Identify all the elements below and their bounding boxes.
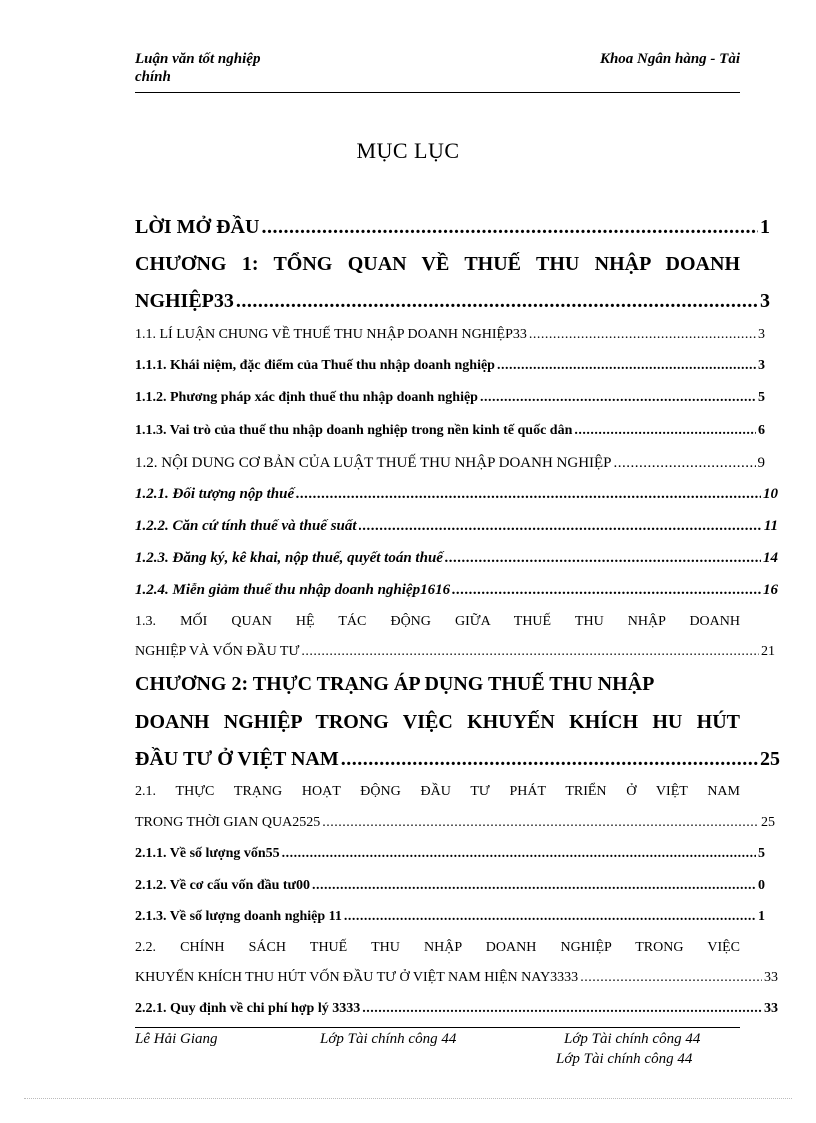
header-rule [135,92,740,93]
leader-dots [480,390,756,406]
toc-page: 14 [763,550,778,566]
toc-entry[interactable] [135,970,778,986]
toc-page: 16 [763,582,778,598]
toc-entry[interactable] [135,550,778,567]
toc-entry[interactable] [135,748,780,771]
leader-dots [322,815,759,831]
leader-dots [296,486,761,503]
leader-dots [452,582,761,599]
toc-entry[interactable] [135,878,765,894]
toc-label: 2.2.1. Quy định về chi phí hợp lý 3333 [135,1001,361,1016]
toc-entry[interactable] [135,423,765,439]
toc-label: 1.2. NỘI DUNG CƠ BẢN CỦA LUẬT THUẾ THU NHẬP DOANH NGHIỆP [135,455,612,471]
toc-label: 2.1.1. Về số lượng vốn55 [135,846,280,861]
toc-page: 25 [761,815,775,830]
toc-label: KHUYẾN KHÍCH THU HÚT VỐN ĐẦU TƯ Ở VIỆT NAM HIỆN NAY3333 [135,970,579,985]
toc-entry[interactable] [135,909,765,925]
toc-entry-line[interactable]: 2.2. CHÍNH SÁCH THUẾ THU NHẬP DOANH NGHIỆP TRONG VIỆC [135,940,740,955]
toc-entry[interactable] [135,455,765,472]
leader-dots [580,970,762,986]
toc-page: 3 [760,290,770,312]
toc-label: 1.1.3. Vai trò của thuế thu nhập doanh nghiệp trong nền kinh tế quốc dân [135,423,573,438]
header-left-line1: Luận văn tốt nghiệp [135,51,261,67]
toc-page: 10 [763,486,778,502]
toc-entry-line[interactable]: DOANH NGHIỆP TRONG VIỆC KHUYẾN KHÍCH HU HÚT [135,711,740,733]
toc-entry[interactable] [135,486,778,503]
page-title: MỤC LỤC [356,138,460,163]
leader-dots [359,518,762,535]
leader-dots [312,878,756,894]
toc-entry[interactable] [135,815,775,831]
toc-page: 9 [757,455,765,471]
toc-page: 5 [758,390,765,405]
toc-label: TRONG THỜI GIAN QUA2525 [135,815,321,830]
toc-page: 6 [758,423,765,438]
footer-rule [135,1027,740,1028]
toc-page: 33 [764,970,778,985]
header-right: Khoa Ngân hàng - Tài [599,51,740,67]
leader-dots [261,216,758,239]
toc-entry[interactable] [135,358,765,374]
toc-label: 1.2.3. Đăng ký, kê khai, nộp thuế, quyết toán thuế [135,550,443,566]
toc-page: 0 [758,878,765,893]
toc-label: NGHIỆP VÀ VỐN ĐẦU TƯ [135,644,300,659]
toc-page: 5 [758,846,765,861]
toc-entry[interactable] [135,846,765,862]
footer-author: Lê Hải Giang [135,1031,218,1047]
toc-page: 33 [764,1001,778,1016]
footer-class: Lớp Tài chính công 44 [556,1051,693,1067]
toc-entry[interactable] [135,1001,778,1017]
toc-entry-line[interactable]: 1.3. MỐI QUAN HỆ TÁC ĐỘNG GIỮA THUẾ THU NHẬP DOANH [135,614,740,629]
toc-label: 1.2.1. Đối tượng nộp thuế [135,486,295,502]
toc-entry[interactable] [135,518,778,535]
footer-class: Lớp Tài chính công 44 [564,1031,701,1047]
toc-label: LỜI MỞ ĐẦU [135,216,260,238]
toc-label: 1.2.2. Căn cứ tính thuế và thuế suất [135,518,357,534]
toc-page: 11 [763,518,778,534]
toc-entry[interactable] [135,390,765,406]
leader-dots [301,644,759,660]
toc-label: 2.1.2. Về cơ cấu vốn đầu tư00 [135,878,310,893]
leader-dots [445,550,761,567]
leader-dots [362,1001,762,1017]
toc-page: 1 [760,216,770,238]
footer-class: Lớp Tài chính công 44 [320,1031,457,1047]
leader-dots [341,748,758,771]
toc-page: 1 [758,909,765,924]
toc-page: 3 [758,358,765,373]
toc-label: 1.1.2. Phương pháp xác định thuế thu nhập doanh nghiệp [135,390,478,405]
toc-label: 1.1. LÍ LUẬN CHUNG VỀ THUẾ THU NHẬP DOANH NGHIỆP33 [135,327,527,342]
leader-dots [574,423,756,439]
toc-entry[interactable] [135,644,775,660]
toc-entry[interactable] [135,327,765,343]
toc-page: 3 [758,327,765,342]
page-bottom-divider [24,1098,792,1099]
toc-entry[interactable] [135,216,770,239]
header-left-line2: chính [135,69,171,85]
toc-label: 1.1.1. Khái niệm, đặc điểm của Thuế thu nhập doanh nghiệp [135,358,495,373]
toc-entry[interactable] [135,582,778,599]
leader-dots [614,455,756,472]
leader-dots [344,909,756,925]
leader-dots [282,846,756,862]
toc-label: NGHIỆP33 [135,290,234,312]
toc-entry-line[interactable]: CHƯƠNG 2: THỰC TRẠNG ÁP DỤNG THUẾ THU NHẬP [135,673,655,695]
toc-label: 1.2.4. Miễn giảm thuế thu nhập doanh nghiệp1616 [135,582,451,598]
toc-label: 2.1.3. Về số lượng doanh nghiệp 11 [135,909,342,924]
toc-entry-line[interactable]: CHƯƠNG 1: TỔNG QUAN VỀ THUẾ THU NHẬP DOANH [135,253,740,275]
toc-entry[interactable] [135,290,770,313]
toc-label: ĐẦU TƯ Ở VIỆT NAM [135,748,339,770]
toc-page: 21 [761,644,775,659]
leader-dots [236,290,758,313]
header-left [135,50,260,86]
leader-dots [529,327,756,343]
toc-page: 25 [760,748,780,770]
toc-entry-line[interactable]: 2.1. THỰC TRẠNG HOẠT ĐỘNG ĐẦU TƯ PHÁT TRIỂN Ở VIỆT NAM [135,784,740,799]
leader-dots [497,358,756,374]
